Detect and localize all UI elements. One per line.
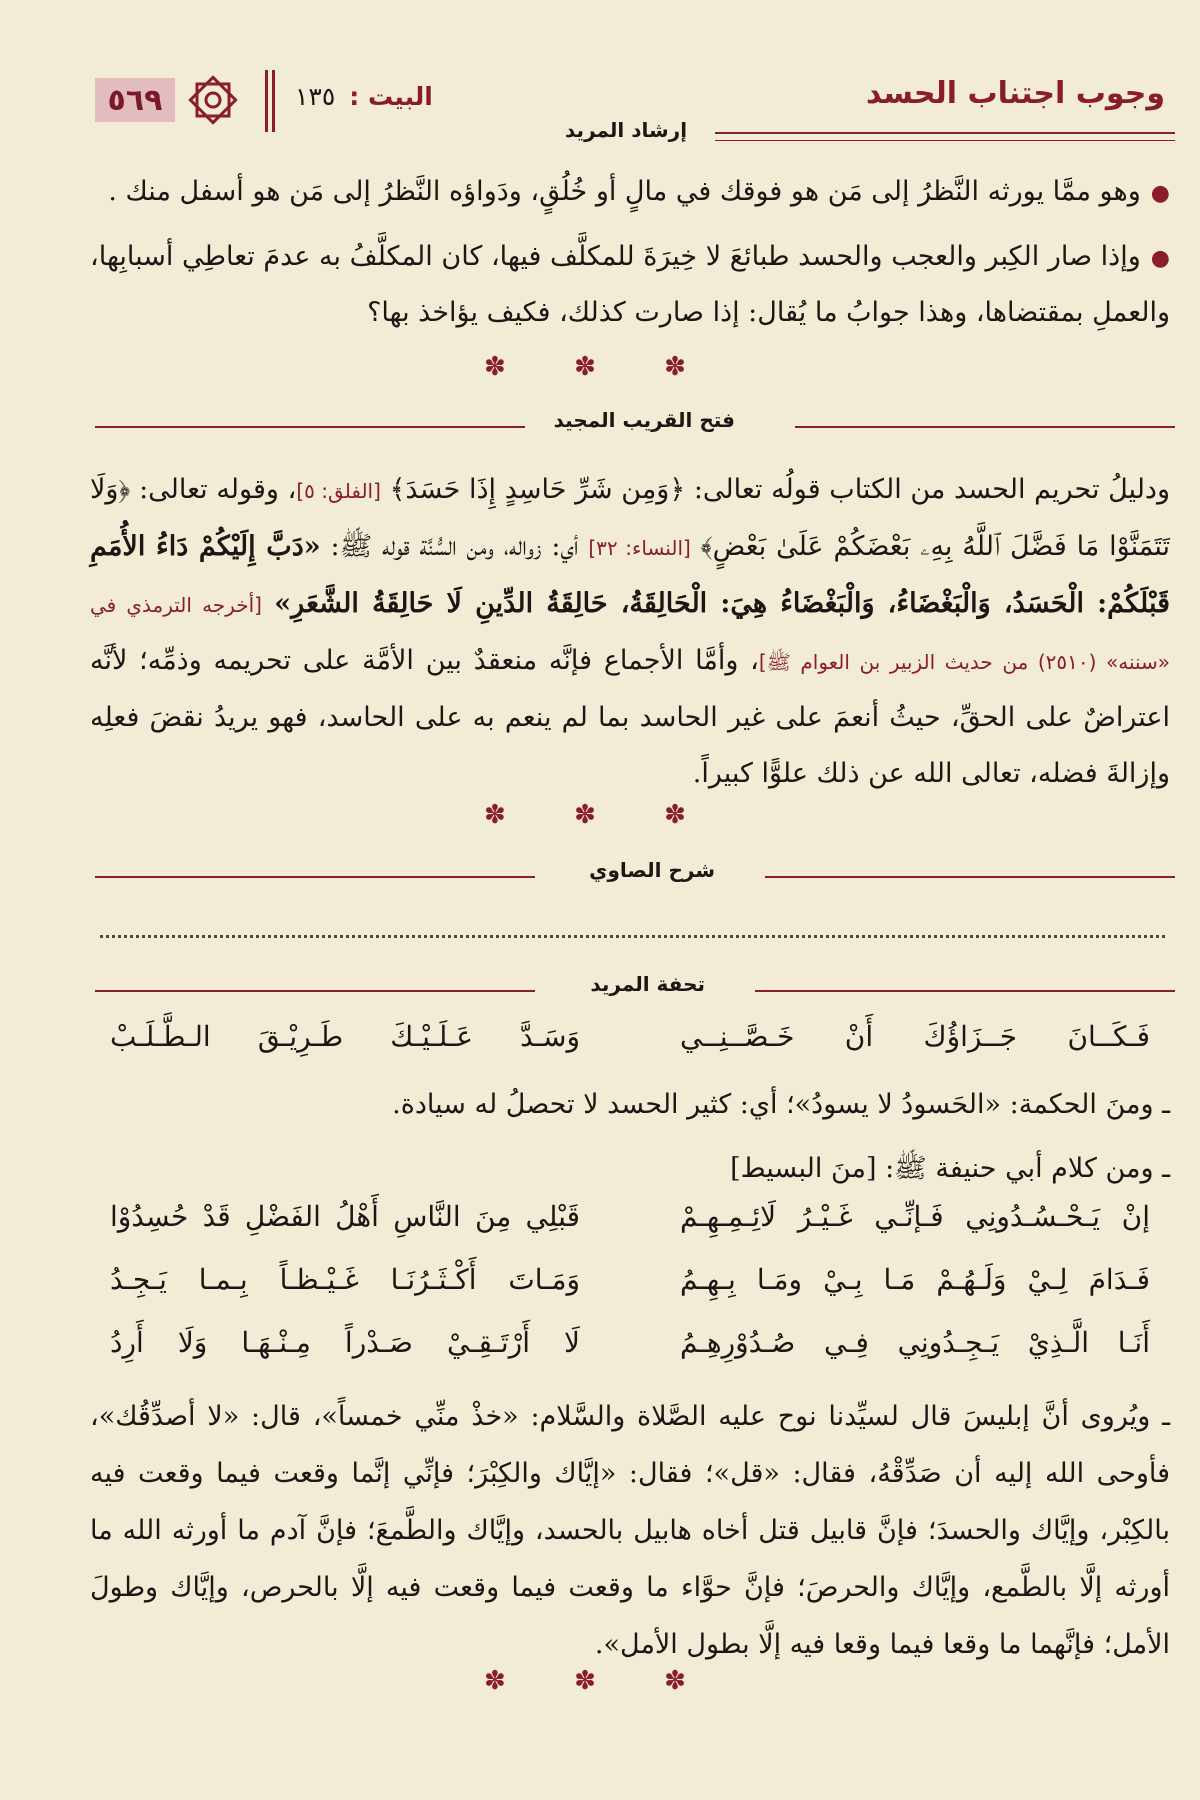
header-divider: [265, 70, 279, 132]
verse-row: [110, 1020, 1150, 1076]
body-text: ، وقوله تعالى:: [139, 474, 297, 505]
page-number: ٥٦٩: [95, 78, 175, 122]
poem-row: [110, 1200, 1150, 1256]
body-text: ، وأمَّا الأجماع فإنَّه منعقدٌ بين الأمَّة على تحريمه وذمِّه؛ لأنَّه اعتراضٌ على الحقِّ، حيثُ أنعمَ على غير الحاسد بما لم ينعم به على الحاسد، فهو يريدُ نقضَ فعلِه وإزالةَ فضله، تعالى الله عن ذلك علوًّا كبيراً.: [90, 645, 1170, 789]
poem-first-hemistich: أَنَـا الَّـذِيْ يَـجِـدُونِي فِـي صُـدُوْرِهِـمُ: [680, 1326, 1150, 1359]
poem-row: [110, 1263, 1150, 1319]
chapter-title: وجوب اجتناب الحسد: [866, 76, 1165, 111]
body-text: ودليلُ تحريم الحسد من الكتاب قولُه تعالى:: [693, 474, 1170, 505]
wisdom-line: ـ ومنَ الحكمة: «الحَسودُ لا يسودُ»؛ أي: كثير الحسد لا تحصلُ له سيادة.: [392, 1089, 1170, 1120]
poem-first-hemistich: إنْ يَـحْـسُـدُونِي فَـإنِّـي غَـيْـرُ لَائِـمِـهِـمْ: [680, 1200, 1150, 1233]
body-text: أي: زواله، ومن السُّنَّة قوله ﷺ:: [330, 531, 579, 562]
verse-second-hemistich: وَسَـدَّ عَـلَـيْـكَ طَـرِيْـقَ الـطَّـلَـبْ: [110, 1020, 580, 1053]
verse-label: البيت :: [349, 82, 433, 111]
section-heading-fath: [95, 408, 1175, 438]
poem-row: [110, 1326, 1150, 1382]
bullet-icon: ●: [1150, 181, 1170, 206]
intro-bullet-2: [90, 230, 1170, 340]
bullet-icon: ●: [1150, 246, 1170, 271]
book-title: إرشاد المريد: [565, 118, 688, 142]
citation: [النساء: ٣٢]: [588, 536, 691, 560]
star-separator: ✽ ✽ ✽: [484, 1666, 716, 1696]
header-rule: [715, 132, 1175, 134]
section-fath-body: [90, 462, 1170, 802]
verse-reference: [295, 82, 433, 111]
poem-second-hemistich: وَمَـاتَ أَكْـثَـرُنَـا غَـيْـظـاً بِـمـا يَـجِـدُ: [110, 1263, 580, 1296]
hadith-text: «دَبَّ إِلَيْكُمْ دَاءُ الأُمَمِ قَبْلَكُمْ: الْحَسَدُ، وَالْبَغْضَاءُ، وَالْبَغْضَاءُ هِيَ: الْحَالِقَةُ، حَالِقَةُ الدِّينِ لَا حَالِقَةُ الشَّعَرِ»: [90, 531, 1170, 619]
quran-verse: ﴿وَمِن شَرِّ حَاسِدٍ إِذَا حَسَدَ﴾: [389, 474, 686, 505]
star-separator: ✽ ✽ ✽: [484, 800, 716, 830]
citation: [الفلق: ٥]: [296, 479, 381, 503]
poem-first-hemistich: فَـدَامَ لِـيْ وَلَـهُـمْ مَـا بِـيْ ومَـا بِـهِـمُ: [680, 1263, 1150, 1296]
header-rule-thin: [715, 140, 1175, 141]
star-separator: ✽ ✽ ✽: [484, 352, 716, 382]
iblis-story: ـ ويُروى أنَّ إبليسَ قال لسيِّدنا نوح عليه الصَّلاة والسَّلام: «خذْ منِّي خمساً»، قال: «لا أصدِّقُك»، فأوحى الله إليه أن صَدِّقْهُ، فقال: «قل»؛ فقال: «إيَّاك والكِبْرَ؛ فإنِّي إنَّما وقعت فيما وقعت فيه بالكِبْر، وإيَّاك والحسدَ؛ فإنَّ قابيل قتل أخاه هابيل بالحسد، وإيَّاك والطَّمعَ؛ فإنَّ آدم ما أورثه الله ما أورثه إلَّا بالطَّمع، وإيَّاك والحرصَ؛ فإنَّ حوَّاء ما وقعت فيما وقعت فيه إلَّا بالحرص، وإيَّاك وطولَ الأمل؛ فإنَّهما ما وقعا فيما وقعا فيه إلَّا بطول الأمل».: [90, 1401, 1170, 1660]
citation: [أخرجه الترمذي في «سننه» (٢٥١٠) من حديث الزبير بن العوام ﷺ]: [90, 593, 1171, 674]
page-header: [95, 70, 1175, 150]
section-title: تحفة المريد: [590, 972, 705, 996]
abu-hanifa-intro: ـ ومن كلام أبي حنيفة ﷺ: [منَ البسيط]: [730, 1153, 1170, 1184]
bullet-text: وهو ممَّا يورثه النَّظرُ إلى مَن هو فوقك في مالٍ أو خُلُقٍ، ودَواؤه النَّظرُ إلى مَن هو أسفل منك .: [108, 176, 1141, 207]
quran-verse: ﴿وَلَا تَتَمَنَّوْا مَا فَضَّلَ ٱللَّهُ بِهِۦ بَعْضَكُمْ عَلَىٰ بَعْضٍ﴾: [90, 474, 1170, 562]
section-title: شرح الصاوي: [589, 858, 715, 882]
poem-second-hemistich: لَا أَرْتَـقِـيْ صَـدْراً مِـنْـهَـا وَلَا أَرِدُ: [110, 1326, 580, 1359]
section-title: فتح القريب المجيد: [553, 408, 735, 432]
section-heading-sawi: [95, 858, 1175, 888]
intro-bullet-1: [90, 165, 1170, 221]
section-heading-tuhfa: [95, 972, 1175, 1002]
dotted-separator: [100, 935, 1165, 938]
verse-first-hemistich: فَـكَــانَ جَــزَاؤُكَ أَنْ خَـصَّــنِــي: [680, 1020, 1150, 1053]
octagram-ornament-icon: [183, 70, 243, 130]
bullet-text: وإذا صار الكِبر والعجب والحسد طبائعَ لا خِيرَةَ للمكلَّف فيها، كان المكلَّفُ به عدمَ تعاطِي أسبابِها، والعملِ بمقتضاها، وهذا جوابُ ما يُقال: إذا صارت كذلك، فكيف يؤاخذ بها؟: [90, 241, 1170, 328]
verse-number: ١٣٥: [295, 82, 336, 111]
poem-second-hemistich: قَبْلِي مِنَ النَّاسِ أَهْلُ الفَضْلِ قَدْ حُسِدُوْا: [110, 1200, 580, 1233]
